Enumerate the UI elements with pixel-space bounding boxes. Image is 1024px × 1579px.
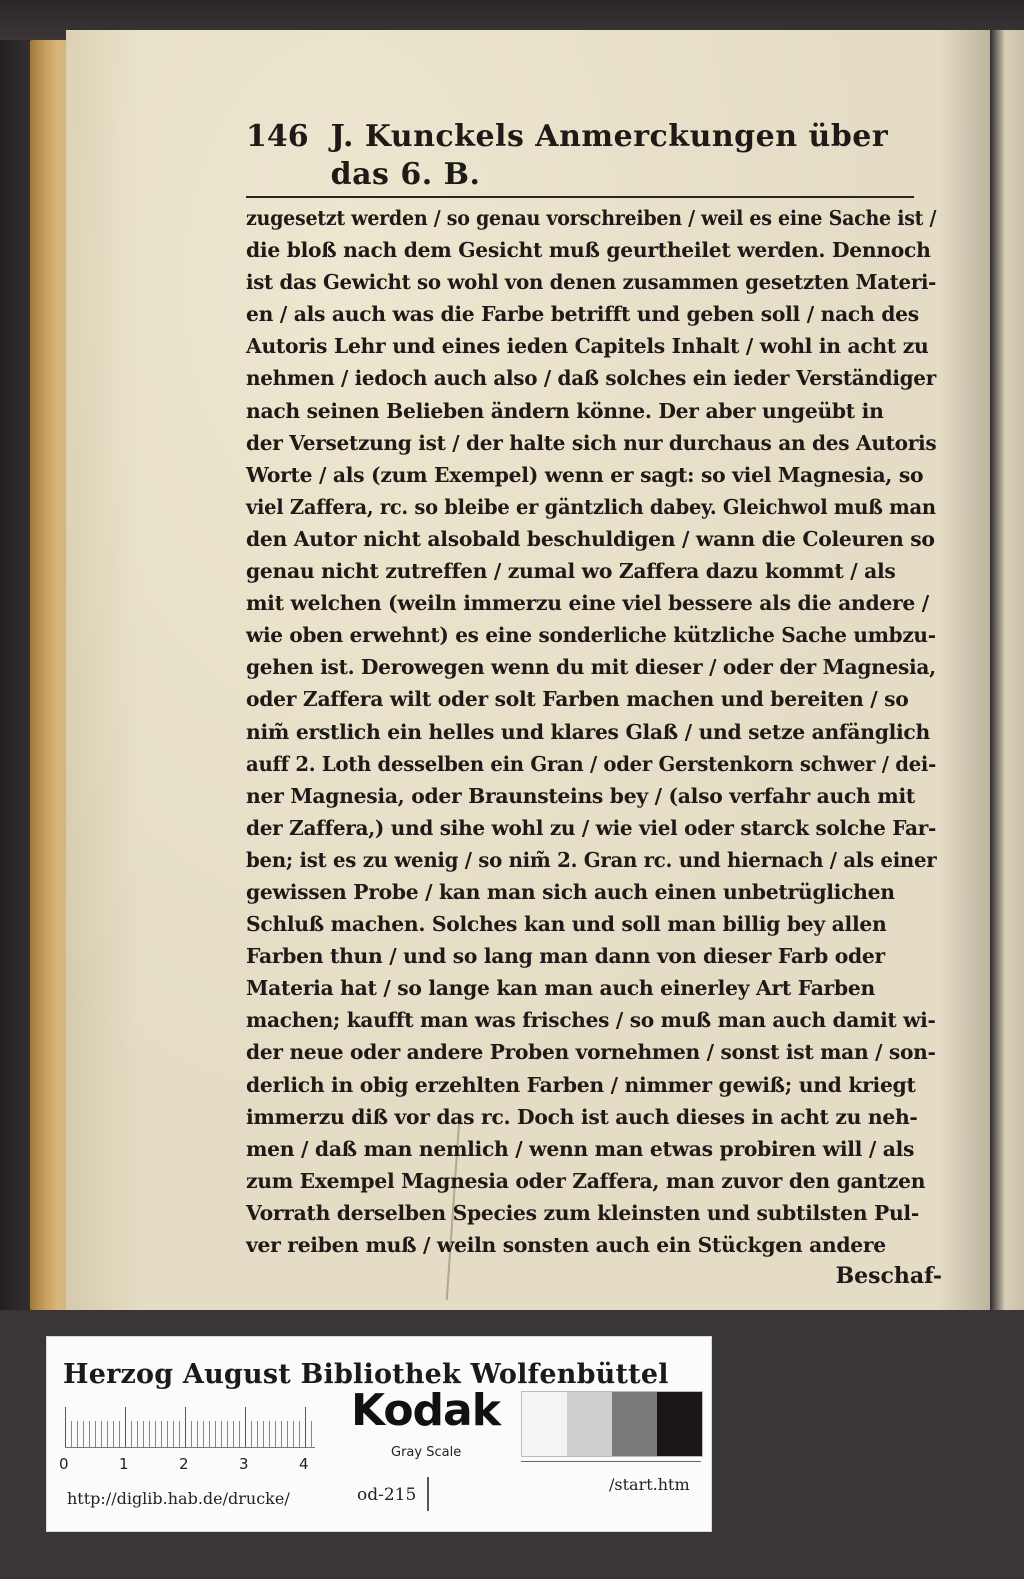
text-line: machen; kaufft man was frisches / so muß man auch damit wi- xyxy=(246,1008,936,1033)
gray-patch xyxy=(612,1392,657,1456)
text-line: ner Magnesia, oder Braunsteins bey / (also verfahr auch mit xyxy=(246,783,915,808)
text-line: mit welchen (weiln immerzu eine viel bessere als die andere / xyxy=(246,591,929,616)
ruler-label: 1 xyxy=(119,1455,129,1473)
ruler-labels xyxy=(59,1455,339,1477)
text-line: Farben thun / und so lang man dann von dieser Farb oder xyxy=(246,944,885,969)
text-line: der neue oder andere Proben vornehmen / sonst ist man / son- xyxy=(246,1040,936,1065)
text-line: Materia hat / so lange kan man auch einerley Art Farben xyxy=(246,976,875,1001)
text-line: en / als auch was die Farbe betrifft und geben soll / nach des xyxy=(246,302,919,327)
page-text-block xyxy=(246,118,946,1291)
page-number: 146 xyxy=(246,119,309,154)
text-line: nim̃ erstlich ein helles und klares Glaß / und setze anfänglich xyxy=(246,719,930,744)
text-line: nach seinen Belieben ändern könne. Der aber ungeübt in xyxy=(246,398,884,423)
ruler-label: 4 xyxy=(299,1455,309,1473)
card-rule xyxy=(521,1461,701,1462)
facing-page-edge xyxy=(990,30,1024,1310)
catchword: Beschaf- xyxy=(835,1263,942,1290)
gray-patch xyxy=(657,1392,702,1456)
text-line: ver reiben muß / weiln sonsten auch ein Stückgen andere xyxy=(246,1233,886,1257)
gray-patch xyxy=(522,1392,567,1456)
gray-patch xyxy=(567,1392,612,1456)
text-line: wie oben erwehnt) es eine sonderliche kützliche Sache umbzu- xyxy=(246,623,936,648)
text-line: viel Zaffera, rc. so bleibe er gäntzlich dabey. Gleichwol muß man xyxy=(246,494,936,519)
measurement-ruler xyxy=(65,1407,315,1448)
text-line: derlich in obig erzehlten Farben / nimmer gewiß; und kriegt xyxy=(246,1072,916,1097)
url-id: od-215 xyxy=(357,1485,417,1505)
text-line: gewissen Probe / kan man sich auch einen unbetrüglichen xyxy=(246,879,895,904)
gray-scale-label: Gray Scale xyxy=(391,1445,462,1460)
kodak-logo: Kodak xyxy=(351,1385,500,1436)
text-line: Autoris Lehr und eines ieden Capitels Inhalt / wohl in acht zu xyxy=(246,334,929,359)
text-line: die bloß nach dem Gesicht muß geurtheilet werden. Dennoch xyxy=(246,238,931,263)
text-line: oder Zaffera wilt oder solt Farben machen und bereiten / so xyxy=(246,687,909,712)
library-name: Herzog August Bibliothek Wolfenbüttel xyxy=(63,1359,669,1390)
page-edge-gilt xyxy=(30,40,70,1310)
url-end: /start.htm xyxy=(609,1475,690,1494)
color-calibration-card xyxy=(46,1336,712,1532)
page-header xyxy=(246,118,914,198)
text-line: genau nicht zutreffen / zumal wo Zaffera dazu kommt / als xyxy=(246,559,896,584)
id-divider xyxy=(427,1477,429,1511)
text-line: der Versetzung ist / der halte sich nur durchaus an des Autoris xyxy=(246,430,937,455)
ruler-label: 2 xyxy=(179,1455,189,1473)
text-line: den Autor nicht alsobald beschuldigen / wann die Coleuren so xyxy=(246,526,935,551)
text-line: Worte / als (zum Exempel) wenn er sagt: so viel Magnesia, so xyxy=(246,462,924,487)
text-line: zum Exempel Magnesia oder Zaffera, man zuvor den gantzen xyxy=(246,1168,926,1193)
body-text xyxy=(246,202,946,1261)
running-title: J. Kunckels Anmerckungen über das 6. B. xyxy=(330,119,889,192)
text-line: gehen ist. Derowegen wenn du mit dieser / oder der Magnesia, xyxy=(246,655,936,680)
ruler-label: 0 xyxy=(59,1455,69,1473)
text-line: immerzu diß vor das rc. Doch ist auch dieses in acht zu neh- xyxy=(246,1104,918,1129)
gray-scale-patches xyxy=(521,1391,703,1457)
text-line: nehmen / iedoch auch also / daß solches ein ieder Verständiger xyxy=(246,366,936,391)
text-line: Vorrath derselben Species zum kleinsten und subtilsten Pul- xyxy=(246,1200,919,1225)
text-line: ist das Gewicht so wohl von denen zusammen gesetzten Materi- xyxy=(246,270,937,295)
text-line: men / daß man nemlich / wenn man etwas probiren will / als xyxy=(246,1136,915,1161)
text-line: Schluß machen. Solches kan und soll man billig bey allen xyxy=(246,912,887,937)
url-base: http://diglib.hab.de/drucke/ xyxy=(67,1489,290,1508)
text-line: auff 2. Loth desselben ein Gran / oder Gerstenkorn schwer / dei- xyxy=(246,751,936,776)
text-line: der Zaffera,) und sihe wohl zu / wie viel oder starck solche Far- xyxy=(246,815,937,840)
ruler-label: 3 xyxy=(239,1455,249,1473)
text-line: ben; ist es zu wenig / so nim̃ 2. Gran rc. und hiernach / als einer xyxy=(246,847,937,872)
text-line: zugesetzt werden / so genau vorschreiben / weil es eine Sache ist / xyxy=(246,206,937,230)
